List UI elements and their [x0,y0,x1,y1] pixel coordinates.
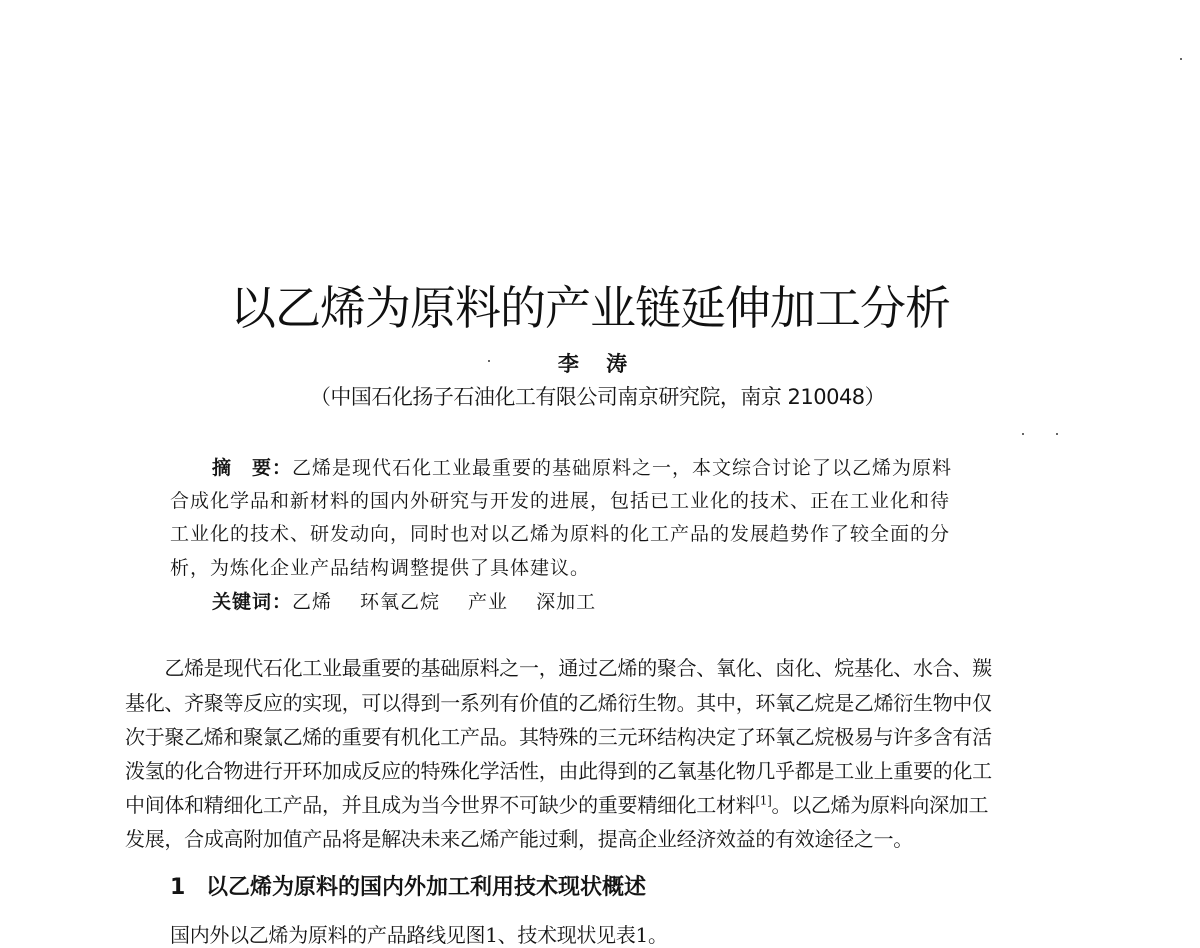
keyword: 环氧乙烷 [360,591,441,613]
author-name: 李 涛 [557,351,638,376]
scan-speck [488,360,490,362]
body-line-2: 基化、齐聚等反应的实现，可以得到一系列有价值的乙烯衍生物。其中，环氧乙烷是乙烯衍生物中仅 [125,691,992,715]
body-line-4: 泼氢的化合物进行开环加成反应的特殊化学活性，由此得到的乙氧基化物几乎都是工业上重要的化工 [125,759,992,783]
section-heading [170,870,646,901]
keyword: 产业 [468,591,509,613]
body-line-1: 乙烯是现代石化工业最重要的基础原料之一，通过乙烯的聚合、氧化、卤化、烷基化、水合、羰 [125,656,992,680]
keyword: 乙烯 [292,591,333,613]
section-number: 1 [170,875,186,900]
abstract-line-3: 工业化的技术、研发动向，同时也对以乙烯为原料的化工产品的发展趋势作了较全面的分 [170,523,951,545]
scan-speck [1022,433,1024,435]
section-title: 以乙烯为原料的国内外加工利用技术现状概述 [206,875,647,900]
body-line-5: 中间体和精细化工产品，并且成为当今世界不可缺少的重要精细化工材料[1]。以乙烯为原料向深加工 [125,793,989,817]
keywords-line [212,587,596,614]
body-line-3: 次于聚乙烯和聚氯乙烯的重要有机化工产品。其特殊的三元环结构决定了环氧乙烷极易与许多含有活 [125,725,992,749]
scan-speck [1180,58,1182,60]
body-line-6: 发展，合成高附加值产品将是解决未来乙烯产能过剩，提高企业经济效益的有效途径之一。 [125,827,913,851]
body-line-cut: 国内外以乙烯为原料的产品路线见图1、技术现状见表1。 [170,923,668,947]
abstract-line-2: 合成化学品和新材料的国内外研究与开发的进展，包括已工业化的技术、正在工业化和待 [170,490,951,512]
keywords-label: 关键词： [212,591,293,613]
abstract-line-1: 摘 要：乙烯是现代石化工业最重要的基础原料之一，本文综合讨论了以乙烯为原料 [212,457,953,479]
abstract-label: 摘 要： [212,457,293,479]
paper-title: 以乙烯为原料的产业链延伸加工分析 [230,281,950,335]
author-affiliation: （中国石化扬子石油化工有限公司南京研究院，南京 210048） [309,385,886,409]
keyword: 深加工 [536,591,597,613]
abstract-line-4: 析，为炼化企业产品结构调整提供了具体建议。 [170,557,591,579]
scan-speck [1056,433,1058,435]
citation-ref[interactable]: [1] [755,793,772,808]
